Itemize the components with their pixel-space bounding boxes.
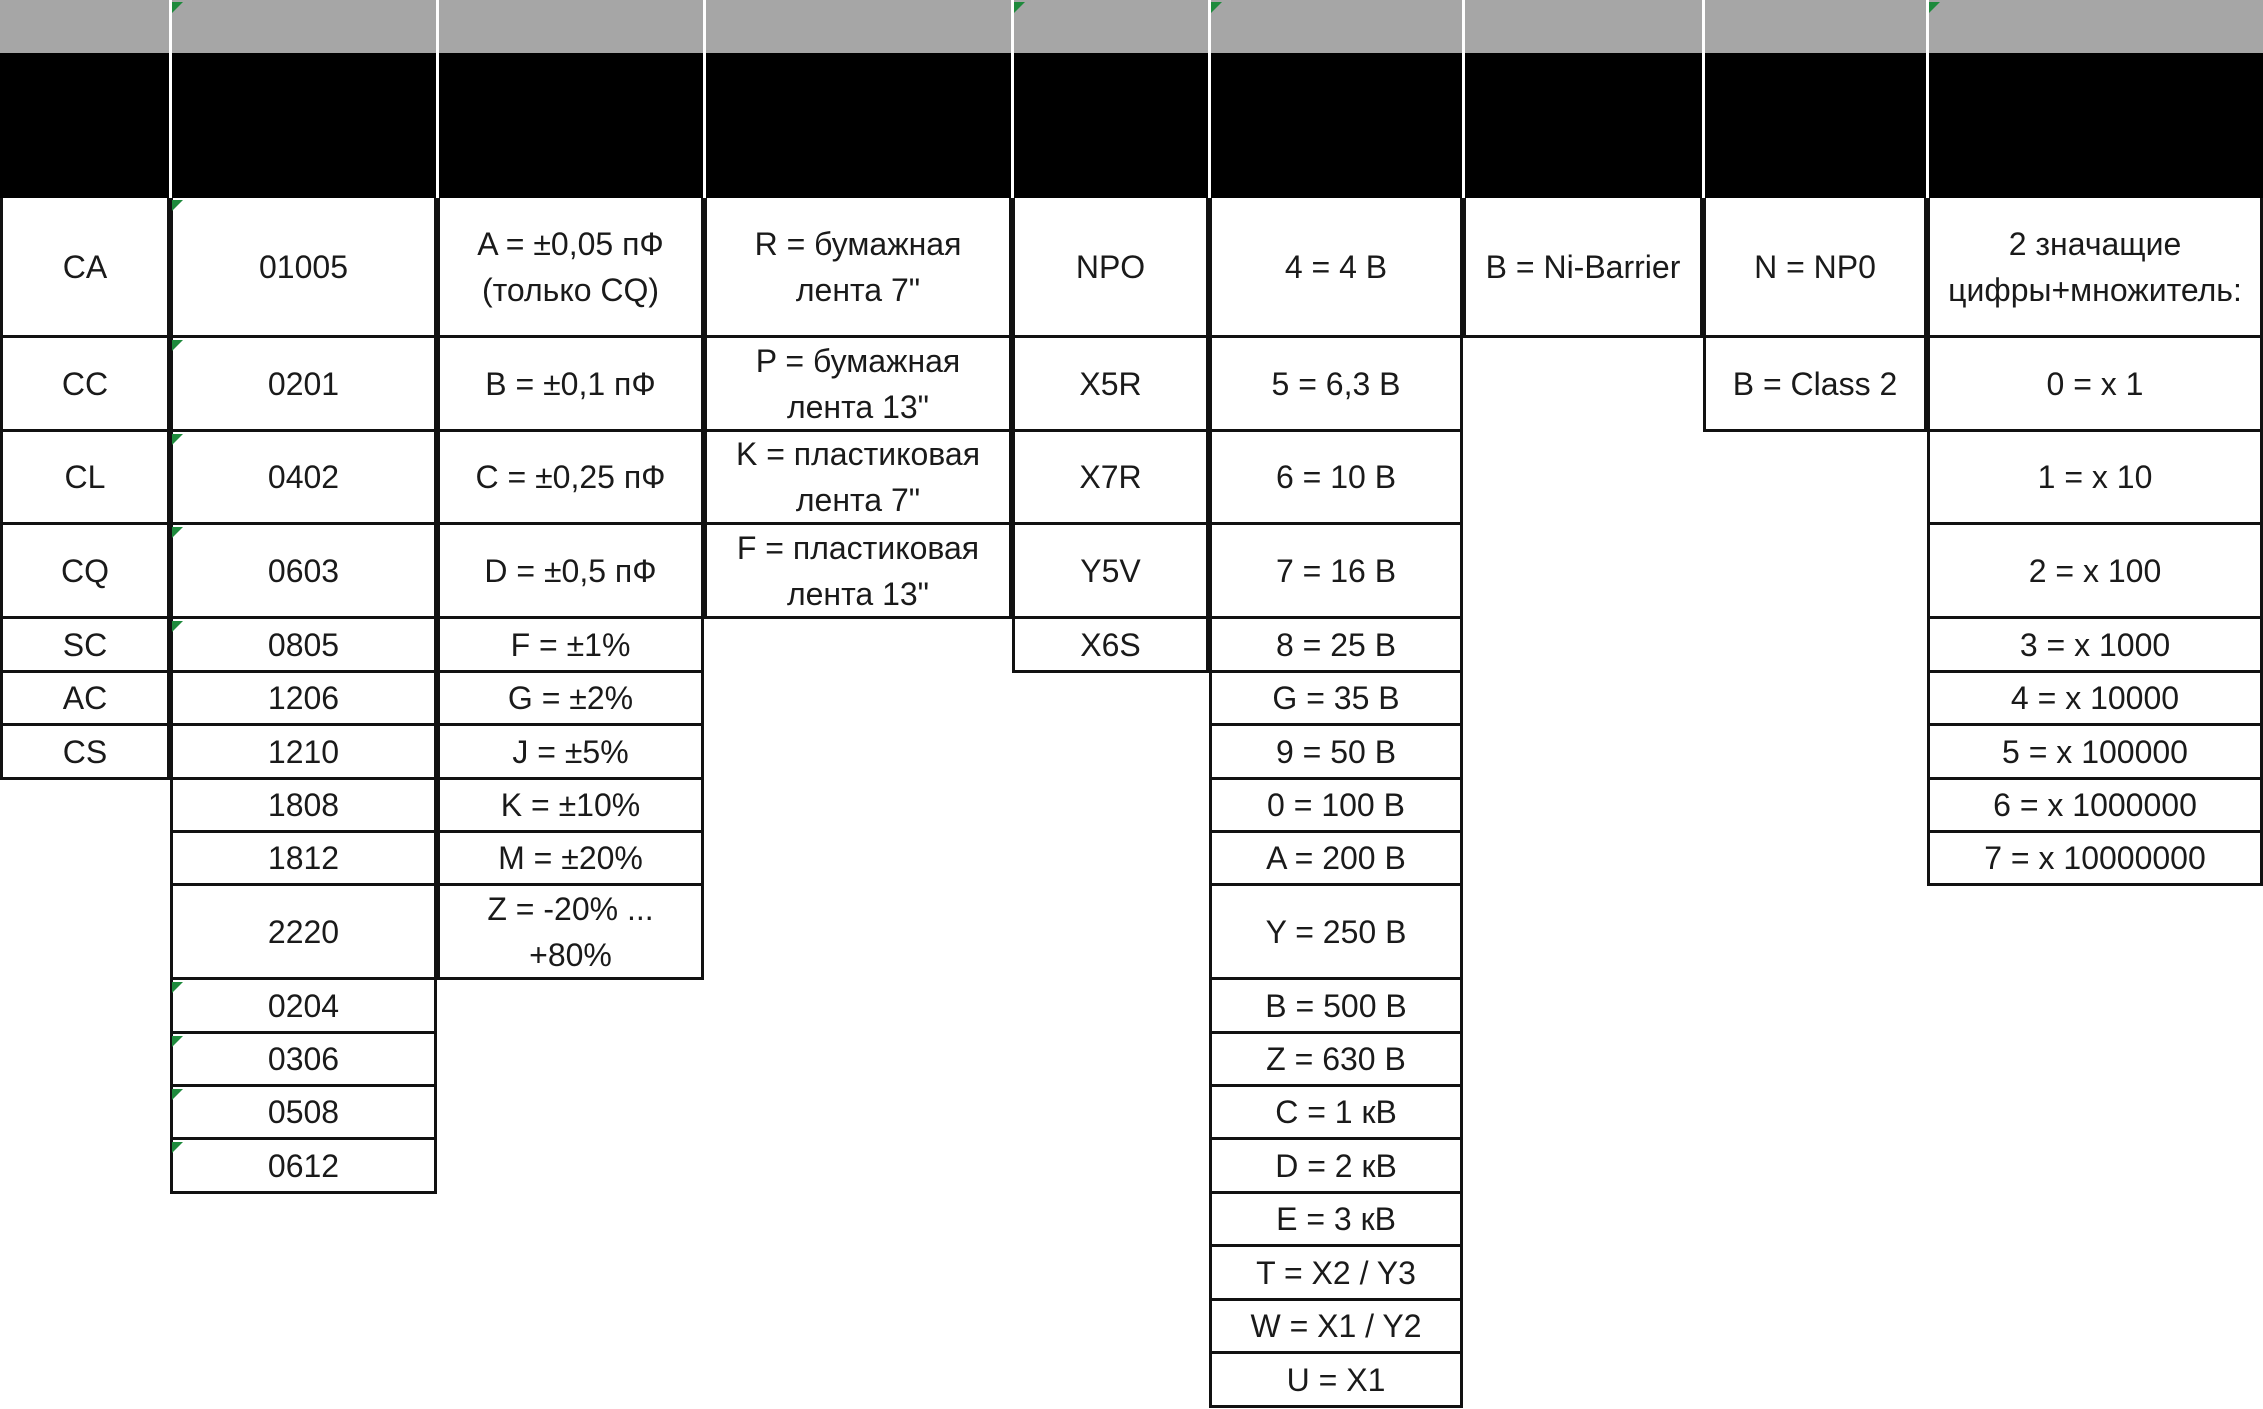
voltage-cell: E = 3 кВ (1209, 1194, 1463, 1247)
column-separator (1011, 0, 1014, 198)
voltage-cell: 7 = 16 В (1209, 525, 1463, 619)
series-cell: CQ (0, 525, 170, 619)
packaging-cell: F = пластиковая лента 13" (704, 525, 1012, 619)
size-cell: 0603 (170, 525, 437, 619)
series-cell: SC (0, 619, 170, 673)
header-dielectric (1012, 53, 1209, 198)
dielectric-cell: X7R (1012, 432, 1209, 525)
voltage-cell: Y = 250 В (1209, 886, 1463, 980)
material-cell: N = NP0 (1703, 198, 1927, 338)
material-cell: B = Class 2 (1703, 338, 1927, 432)
packaging-cell: R = бумажная лента 7" (704, 198, 1012, 338)
size-cell: 1812 (170, 833, 437, 886)
code-series (0, 0, 170, 53)
header-series (0, 53, 170, 198)
size-cell: 0204 (170, 980, 437, 1034)
cell-marker-icon (1929, 2, 1940, 13)
series-cell: AC (0, 673, 170, 726)
header-tolerance (437, 53, 704, 198)
capacitance-code-cell: 2 значащие цифры+множитель: (1927, 198, 2263, 338)
dielectric-cell: Y5V (1012, 525, 1209, 619)
capacitance-code-cell: 6 = x 1000000 (1927, 780, 2263, 833)
column-separator (436, 0, 439, 198)
code-capacitance-code (1927, 0, 2263, 53)
voltage-cell: G = 35 В (1209, 673, 1463, 726)
voltage-cell: 4 = 4 В (1209, 198, 1463, 338)
size-cell: 2220 (170, 886, 437, 980)
tolerance-cell: G = ±2% (437, 673, 704, 726)
size-cell: 1210 (170, 726, 437, 780)
dielectric-cell: NPO (1012, 198, 1209, 338)
tolerance-cell: F = ±1% (437, 619, 704, 673)
cell-marker-icon (172, 200, 183, 211)
size-cell: 0612 (170, 1140, 437, 1194)
header-packaging (704, 53, 1012, 198)
column-separator (703, 0, 706, 198)
tolerance-cell: A = ±0,05 пФ (только CQ) (437, 198, 704, 338)
voltage-cell: 6 = 10 В (1209, 432, 1463, 525)
packaging-cell: K = пластиковая лента 7" (704, 432, 1012, 525)
cell-marker-icon (172, 2, 183, 13)
capacitance-code-cell: 2 = x 100 (1927, 525, 2263, 619)
size-cell: 01005 (170, 198, 437, 338)
code-size (170, 0, 437, 53)
voltage-cell: B = 500 В (1209, 980, 1463, 1034)
dielectric-cell: X6S (1012, 619, 1209, 673)
size-cell: 1206 (170, 673, 437, 726)
size-cell: 0402 (170, 432, 437, 525)
column-separator (1702, 0, 1705, 198)
tolerance-cell: K = ±10% (437, 780, 704, 833)
voltage-cell: 9 = 50 В (1209, 726, 1463, 780)
cell-marker-icon (172, 527, 183, 538)
cell-marker-icon (172, 1036, 183, 1047)
voltage-cell: 5 = 6,3 В (1209, 338, 1463, 432)
series-cell: CC (0, 338, 170, 432)
size-cell: 1808 (170, 780, 437, 833)
code-material (1703, 0, 1927, 53)
column-separator (1926, 0, 1929, 198)
voltage-cell: D = 2 кВ (1209, 1140, 1463, 1194)
cell-marker-icon (1014, 2, 1025, 13)
size-cell: 0201 (170, 338, 437, 432)
header-material (1703, 53, 1927, 198)
voltage-cell: 0 = 100 В (1209, 780, 1463, 833)
size-cell: 0508 (170, 1087, 437, 1140)
voltage-cell: U = X1 (1209, 1354, 1463, 1408)
packaging-cell: P = бумажная лента 13" (704, 338, 1012, 432)
column-separator (169, 0, 172, 198)
capacitance-code-cell: 7 = x 10000000 (1927, 833, 2263, 886)
code-termination (1463, 0, 1703, 53)
cell-marker-icon (172, 982, 183, 993)
cell-marker-icon (1211, 2, 1222, 13)
tolerance-cell: Z = -20% ... +80% (437, 886, 704, 980)
capacitance-code-cell: 1 = x 10 (1927, 432, 2263, 525)
tolerance-cell: B = ±0,1 пФ (437, 338, 704, 432)
voltage-cell: 8 = 25 В (1209, 619, 1463, 673)
capacitance-code-cell: 5 = x 100000 (1927, 726, 2263, 780)
size-cell: 0306 (170, 1034, 437, 1087)
header-voltage (1209, 53, 1463, 198)
tolerance-cell: J = ±5% (437, 726, 704, 780)
series-cell: CL (0, 432, 170, 525)
tolerance-cell: M = ±20% (437, 833, 704, 886)
header-termination (1463, 53, 1703, 198)
dielectric-cell: X5R (1012, 338, 1209, 432)
code-packaging (704, 0, 1012, 53)
termination-cell: B = Ni-Barrier (1463, 198, 1703, 338)
voltage-cell: W = X1 / Y2 (1209, 1301, 1463, 1354)
header-capacitance-code (1927, 53, 2263, 198)
voltage-cell: Z = 630 В (1209, 1034, 1463, 1087)
cell-marker-icon (172, 340, 183, 351)
series-cell: CA (0, 198, 170, 338)
code-dielectric (1012, 0, 1209, 53)
header-size (170, 53, 437, 198)
code-voltage (1209, 0, 1463, 53)
cell-marker-icon (172, 1089, 183, 1100)
voltage-cell: C = 1 кВ (1209, 1087, 1463, 1140)
size-cell: 0805 (170, 619, 437, 673)
tolerance-cell: D = ±0,5 пФ (437, 525, 704, 619)
cell-marker-icon (172, 621, 183, 632)
capacitance-code-cell: 0 = x 1 (1927, 338, 2263, 432)
voltage-cell: T = X2 / Y3 (1209, 1247, 1463, 1301)
cell-marker-icon (172, 1142, 183, 1153)
column-separator (1462, 0, 1465, 198)
voltage-cell: A = 200 В (1209, 833, 1463, 886)
capacitance-code-cell: 4 = x 10000 (1927, 673, 2263, 726)
cell-marker-icon (172, 434, 183, 445)
tolerance-cell: C = ±0,25 пФ (437, 432, 704, 525)
column-separator (1208, 0, 1211, 198)
series-cell: CS (0, 726, 170, 780)
capacitance-code-cell: 3 = x 1000 (1927, 619, 2263, 673)
code-tolerance (437, 0, 704, 53)
